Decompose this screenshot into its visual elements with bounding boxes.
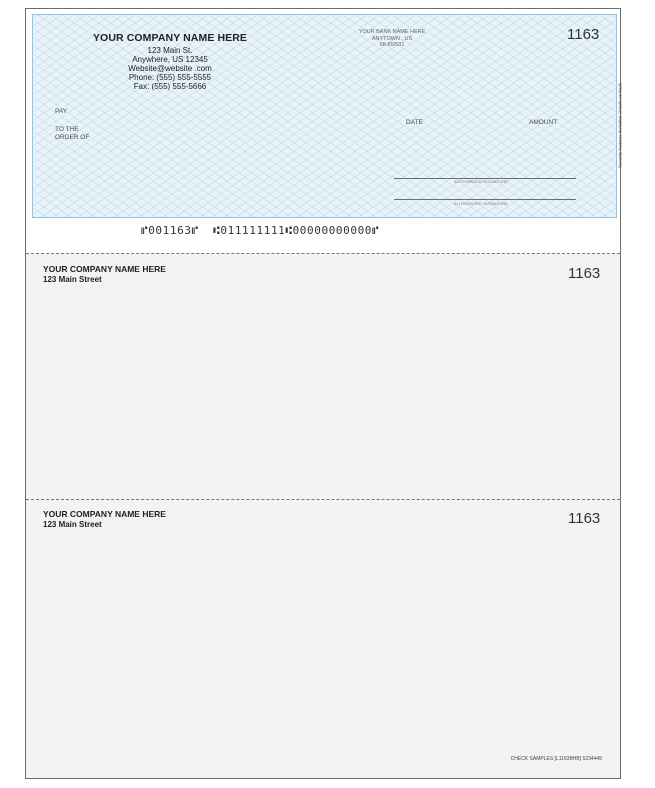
address-line-1: 123 Main St. [147, 46, 193, 55]
signature-label-2: AUTHORIZED SIGNATURE [454, 201, 509, 206]
stub1-company-name: YOUR COMPANY NAME HERE [43, 264, 166, 274]
company-block [91, 32, 249, 91]
stub2-address: 123 Main Street [43, 520, 102, 529]
fax-line: Fax: (555) 555-5666 [133, 82, 207, 91]
security-note [616, 75, 624, 175]
amount-label: AMOUNT [529, 119, 558, 126]
signature-line-2 [394, 199, 576, 200]
check-number: 1163 [567, 26, 600, 43]
pay-label: PAY [55, 108, 68, 115]
signature-label-1: AUTHORIZED SIGNATURE [454, 179, 509, 184]
order-label [55, 126, 89, 142]
order-label-line-1: TO THE [55, 126, 79, 133]
check-sheet [25, 8, 621, 779]
company-name: YOUR COMPANY NAME HERE [92, 32, 248, 44]
perforation-1 [26, 253, 620, 254]
address-line-2: Anywhere, US 12345 [132, 55, 208, 64]
stub2-company-name: YOUR COMPANY NAME HERE [43, 509, 166, 519]
stub2-check-number: 1163 [568, 510, 601, 527]
order-label-line-2: ORDER OF [55, 134, 90, 141]
check-face [32, 14, 623, 218]
stub1-check-number: 1163 [568, 265, 601, 282]
bank-block [351, 29, 433, 49]
bank-city: ANYTOWN , US [371, 35, 413, 42]
website-line: Website@website .com [128, 64, 212, 73]
footer-label: CHECK SAMPLES [L1163BHB] 5234445 [510, 756, 602, 762]
bank-name: YOUR BANK NAME HERE [358, 29, 426, 35]
date-label: DATE [406, 119, 423, 126]
security-note-text: Security features included. Details on back. [617, 81, 623, 169]
check-section [26, 9, 623, 253]
stub1-address: 123 Main Street [43, 275, 102, 284]
routing-fraction: 68-85/531 [379, 42, 405, 48]
perforation-2 [26, 499, 620, 500]
phone-line: Phone: (555) 555-5555 [128, 73, 212, 82]
micr-line: ⑈001163⑈ ⑆011111111⑆00000000000⑈ [141, 224, 380, 237]
